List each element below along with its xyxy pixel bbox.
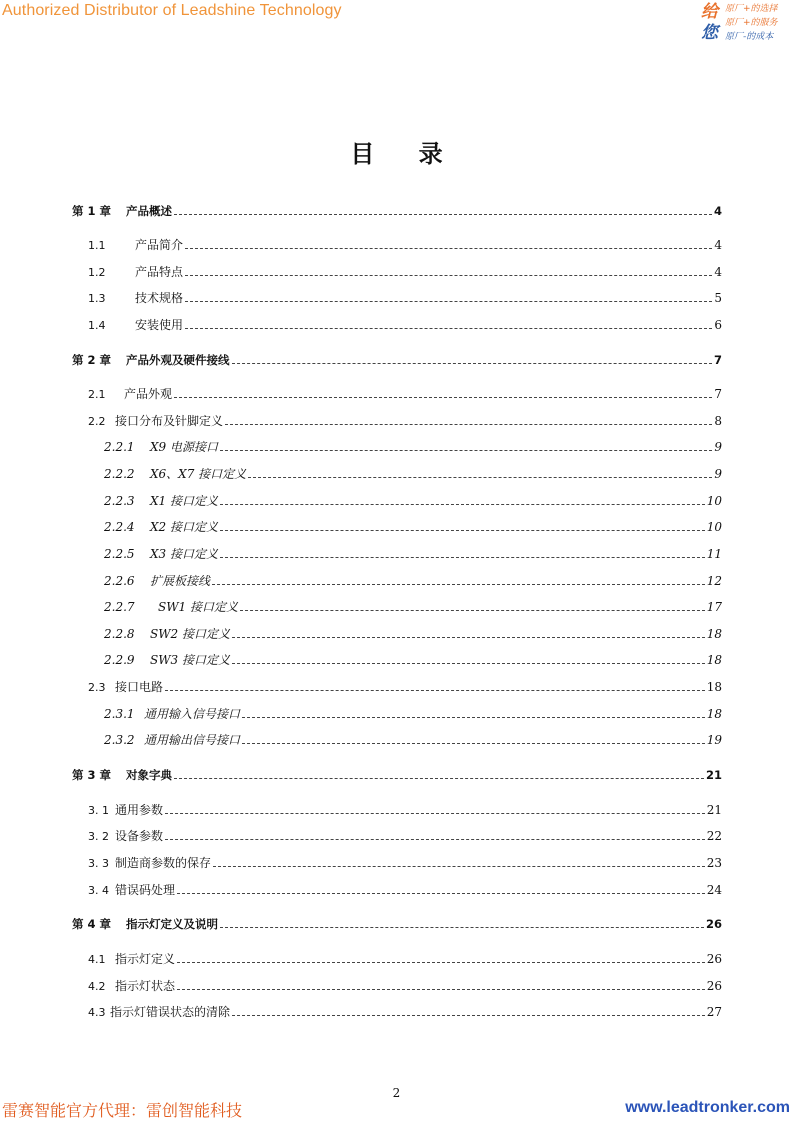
toc-leader bbox=[232, 1014, 705, 1016]
toc-text: 扩展板接线 bbox=[150, 574, 211, 588]
toc-number: 2.2.3 bbox=[104, 494, 135, 508]
toc-number: 2.2.1 bbox=[104, 440, 135, 454]
toc-page: 21 bbox=[706, 803, 722, 817]
toc-number: 4.1 bbox=[88, 953, 106, 966]
toc-page: 18 bbox=[706, 707, 722, 721]
toc-entry-1-1[interactable] bbox=[88, 237, 722, 254]
toc-page: 11 bbox=[706, 547, 722, 561]
toc-entry-4-2[interactable] bbox=[88, 978, 722, 995]
toc-entry-4-3[interactable] bbox=[88, 1004, 722, 1021]
toc-number: 3. 3 bbox=[88, 857, 109, 870]
toc-entry-3-3[interactable] bbox=[88, 855, 722, 872]
toc-text: 指示灯错误状态的清除 bbox=[110, 1005, 231, 1019]
toc-number: 第 2 章 bbox=[72, 353, 112, 367]
footer-website-link[interactable]: www.leadtronker.com bbox=[625, 1099, 790, 1116]
toc-entry-2-2-7[interactable] bbox=[104, 599, 722, 615]
toc-text: 产品概述 bbox=[126, 204, 172, 218]
toc-leader bbox=[174, 777, 704, 779]
toc-text: 安装使用 bbox=[135, 318, 184, 332]
toc-number: 2.3 bbox=[88, 681, 106, 694]
toc-page: 18 bbox=[706, 680, 722, 694]
footer-agent-text: 雷赛智能官方代理：雷创智能科技 bbox=[2, 1101, 243, 1120]
toc-page: 4 bbox=[714, 238, 722, 252]
toc-number: 3. 2 bbox=[88, 830, 109, 843]
toc-page: 6 bbox=[714, 318, 722, 332]
toc-text: X2 接口定义 bbox=[150, 520, 218, 534]
toc-number: 2.3.1 bbox=[104, 707, 135, 721]
toc-leader bbox=[177, 988, 705, 990]
toc-leader bbox=[220, 529, 705, 531]
toc-page: 26 bbox=[706, 979, 722, 993]
toc-entry-2-2-1[interactable] bbox=[104, 439, 722, 455]
toc-entry-2-2-3[interactable] bbox=[104, 493, 722, 509]
toc-entry-2-2-5[interactable] bbox=[104, 546, 722, 562]
toc-entry-2-2-9[interactable] bbox=[104, 652, 722, 668]
toc-entry-2-2[interactable] bbox=[88, 413, 722, 430]
toc-entry-1-3[interactable] bbox=[88, 290, 722, 307]
toc-number: 2.2.4 bbox=[104, 520, 135, 534]
toc-leader bbox=[212, 583, 705, 585]
toc-text: 错误码处理 bbox=[115, 883, 176, 897]
toc-page: 18 bbox=[706, 653, 722, 667]
toc-leader bbox=[232, 662, 705, 664]
toc-entry-3-4[interactable] bbox=[88, 882, 722, 899]
toc-entry-ch3[interactable] bbox=[72, 767, 722, 783]
toc-page: 12 bbox=[706, 574, 722, 588]
toc-page: 9 bbox=[714, 467, 722, 481]
toc-text: 通用参数 bbox=[115, 803, 164, 817]
toc-leader bbox=[185, 247, 712, 249]
toc-entry-ch1[interactable] bbox=[72, 203, 722, 219]
toc-page: 7 bbox=[714, 387, 722, 401]
toc-text: 指示灯定义 bbox=[115, 952, 176, 966]
toc-entry-3-1[interactable] bbox=[88, 802, 722, 819]
toc-page: 26 bbox=[705, 917, 722, 931]
toc-text: 产品外观 bbox=[124, 387, 173, 401]
toc-text: X9 电源接口 bbox=[150, 440, 218, 454]
toc-number: 第 4 章 bbox=[72, 917, 112, 931]
toc-number: 3. 1 bbox=[88, 804, 109, 817]
toc-entry-4-1[interactable] bbox=[88, 951, 722, 968]
toc-text: 产品外观及硬件接线 bbox=[126, 353, 230, 367]
toc-leader bbox=[185, 274, 712, 276]
toc-number: 2.2.2 bbox=[104, 467, 135, 481]
slogan-char-1: 给 bbox=[701, 2, 718, 22]
toc-number: 2.3.2 bbox=[104, 733, 135, 747]
toc-entry-2-3-2[interactable] bbox=[104, 732, 722, 748]
toc-page: 4 bbox=[713, 204, 722, 218]
toc-leader bbox=[225, 423, 712, 425]
toc-text: 接口分布及针脚定义 bbox=[115, 414, 224, 428]
toc-entry-ch2[interactable] bbox=[72, 352, 722, 368]
toc-leader bbox=[177, 961, 705, 963]
toc-page: 4 bbox=[714, 265, 722, 279]
toc-text: X1 接口定义 bbox=[150, 494, 218, 508]
toc-text: SW3 接口定义 bbox=[150, 653, 231, 667]
toc-page: 9 bbox=[714, 440, 722, 454]
toc-leader bbox=[240, 609, 705, 611]
toc-page: 19 bbox=[706, 733, 722, 747]
toc-entry-ch4[interactable] bbox=[72, 916, 722, 932]
slogan-line-2: 原厂+的服务 bbox=[725, 18, 778, 28]
toc-page: 8 bbox=[714, 414, 722, 428]
toc-number: 1.3 bbox=[88, 292, 106, 305]
toc-text: 接口电路 bbox=[115, 680, 164, 694]
toc-number: 2.2.6 bbox=[104, 574, 135, 588]
toc-number: 2.2.8 bbox=[104, 627, 135, 641]
toc-entry-2-2-4[interactable] bbox=[104, 519, 722, 535]
toc-page: 17 bbox=[706, 600, 722, 614]
toc-page: 27 bbox=[706, 1005, 722, 1019]
toc-leader bbox=[242, 716, 705, 718]
toc-text: 通用输出信号接口 bbox=[144, 733, 241, 747]
toc-number: 4.2 bbox=[88, 980, 106, 993]
toc-text: SW1 接口定义 bbox=[158, 600, 239, 614]
toc-leader bbox=[165, 689, 705, 691]
toc-text: 产品简介 bbox=[135, 238, 184, 252]
toc-leader bbox=[248, 476, 712, 478]
toc-text: X6、X7 接口定义 bbox=[150, 467, 247, 481]
toc-leader bbox=[185, 327, 712, 329]
toc-leader bbox=[213, 865, 705, 867]
toc-leader bbox=[177, 892, 705, 894]
page-number: 2 bbox=[392, 1086, 401, 1100]
toc-page: 5 bbox=[714, 291, 722, 305]
toc-leader bbox=[242, 742, 705, 744]
toc-page: 23 bbox=[706, 856, 722, 870]
toc-leader bbox=[165, 838, 705, 840]
toc-number: 2.2.5 bbox=[104, 547, 135, 561]
toc-entry-2-2-2[interactable] bbox=[104, 466, 722, 482]
toc-page: 18 bbox=[706, 627, 722, 641]
toc-number: 1.4 bbox=[88, 319, 106, 332]
toc-leader bbox=[232, 636, 705, 638]
toc-number: 1.2 bbox=[88, 266, 106, 279]
toc-entry-2-2-8[interactable] bbox=[104, 626, 722, 642]
toc-number: 2.2 bbox=[88, 415, 106, 428]
toc-number: 2.1 bbox=[88, 388, 106, 401]
slogan-line-1: 原厂+的选择 bbox=[725, 4, 778, 14]
toc-text: SW2 接口定义 bbox=[150, 627, 231, 641]
toc-title: 目 录 bbox=[350, 140, 461, 168]
toc-leader bbox=[220, 926, 704, 928]
toc-leader bbox=[220, 449, 712, 451]
toc-page: 24 bbox=[706, 883, 722, 897]
toc-number: 1.1 bbox=[88, 239, 106, 252]
toc-entry-3-2[interactable] bbox=[88, 828, 722, 845]
slogan-char-2: 您 bbox=[701, 23, 718, 43]
toc-number: 2.2.9 bbox=[104, 653, 135, 667]
toc-leader bbox=[165, 812, 705, 814]
slogan-line-3: 原厂-的成本 bbox=[725, 32, 774, 42]
toc-leader bbox=[174, 396, 712, 398]
toc-leader bbox=[220, 503, 705, 505]
toc-page: 22 bbox=[706, 829, 722, 843]
toc-text: 设备参数 bbox=[115, 829, 164, 843]
header-distributor-text: Authorized Distributor of Leadshine Technology bbox=[2, 2, 342, 19]
toc-text: X3 接口定义 bbox=[150, 547, 218, 561]
header-slogan bbox=[699, 3, 789, 45]
toc-text: 对象字典 bbox=[126, 768, 172, 782]
toc-page: 26 bbox=[706, 952, 722, 966]
toc-text: 指示灯状态 bbox=[115, 979, 176, 993]
toc-leader bbox=[174, 213, 712, 215]
toc-page: 7 bbox=[713, 353, 722, 367]
toc-entry-2-1[interactable] bbox=[88, 386, 722, 403]
toc-text: 技术规格 bbox=[135, 291, 184, 305]
toc-entry-2-3[interactable] bbox=[88, 679, 722, 696]
toc-leader bbox=[220, 556, 705, 558]
toc-page: 21 bbox=[705, 768, 722, 782]
toc-entry-1-4[interactable] bbox=[88, 317, 722, 334]
toc-entry-1-2[interactable] bbox=[88, 264, 722, 281]
toc-number: 2.2.7 bbox=[104, 600, 135, 614]
toc-entry-2-3-1[interactable] bbox=[104, 706, 722, 722]
toc-text: 通用输入信号接口 bbox=[144, 707, 241, 721]
toc-number: 3. 4 bbox=[88, 884, 109, 897]
toc-page: 10 bbox=[706, 494, 722, 508]
toc-text: 制造商参数的保存 bbox=[115, 856, 212, 870]
toc-leader bbox=[185, 300, 712, 302]
toc-number: 第 1 章 bbox=[72, 204, 112, 218]
toc-entry-2-2-6[interactable] bbox=[104, 573, 722, 589]
toc-leader bbox=[232, 362, 712, 364]
toc-number: 第 3 章 bbox=[72, 768, 112, 782]
toc-number: 4.3 bbox=[88, 1006, 106, 1019]
toc-page: 10 bbox=[706, 520, 722, 534]
toc-text: 产品特点 bbox=[135, 265, 184, 279]
toc-text: 指示灯定义及说明 bbox=[126, 917, 218, 931]
